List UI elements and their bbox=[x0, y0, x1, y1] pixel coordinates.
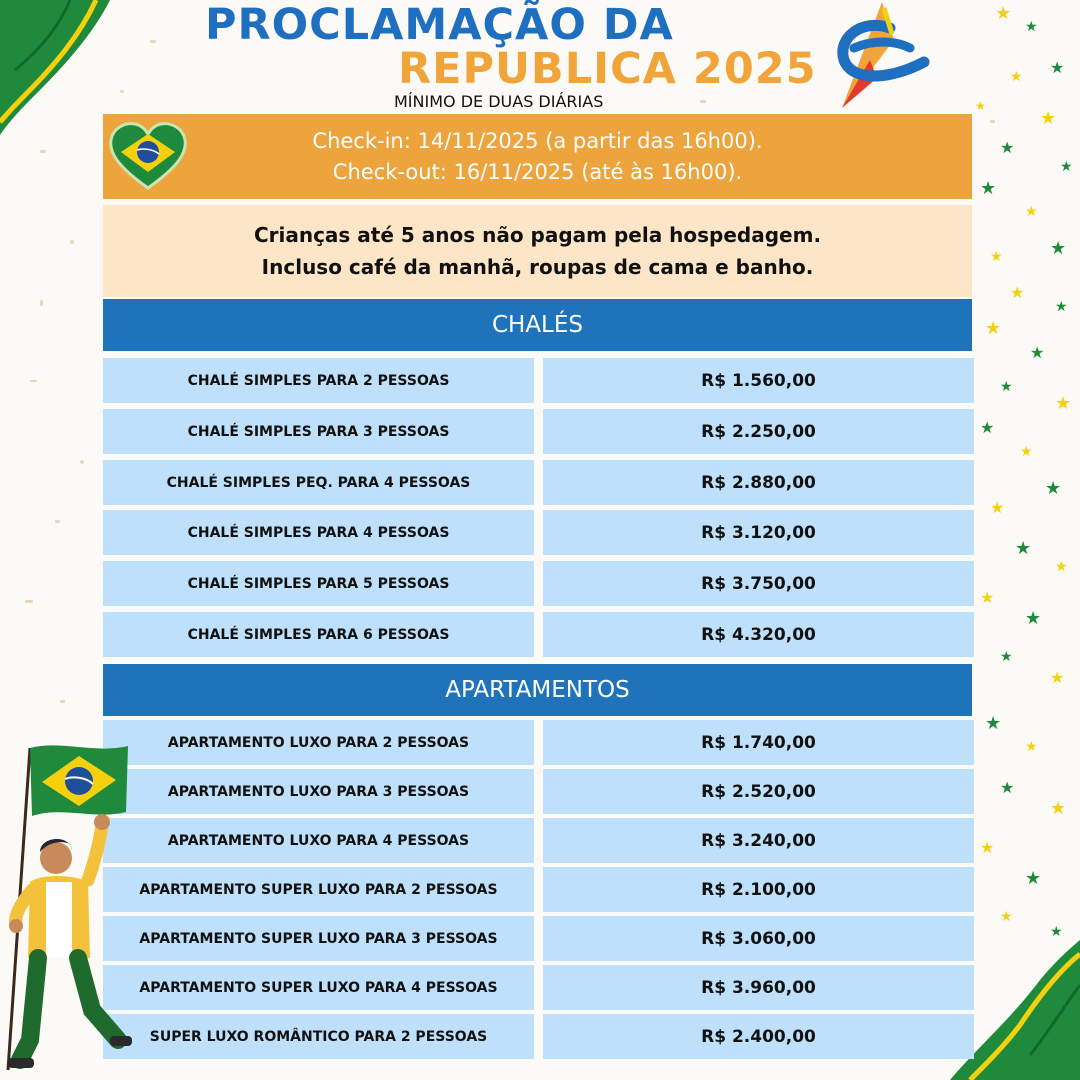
flag-ribbon-top-left bbox=[0, 0, 120, 140]
star-icon: ★ bbox=[1060, 159, 1073, 175]
section-header-chales: CHALÉS bbox=[103, 299, 972, 351]
star-icon: ★ bbox=[1025, 868, 1042, 889]
star-icon: ★ bbox=[985, 318, 1002, 339]
star-icon: ★ bbox=[990, 249, 1003, 265]
star-icon: ★ bbox=[1055, 559, 1068, 575]
brazil-flag-heart-icon bbox=[107, 120, 189, 192]
room-name: CHALÉ SIMPLES PARA 3 PESSOAS bbox=[103, 409, 534, 454]
checkin-banner bbox=[103, 114, 972, 199]
room-name: APARTAMENTO LUXO PARA 3 PESSOAS bbox=[103, 769, 534, 814]
flag-ribbon-bottom-right bbox=[930, 940, 1080, 1080]
star-icon: ★ bbox=[1025, 608, 1042, 629]
star-icon: ★ bbox=[1000, 778, 1015, 797]
table-row bbox=[103, 460, 974, 505]
star-icon: ★ bbox=[1015, 538, 1032, 559]
page-title-line-2: REPUBLICA 2025 bbox=[398, 44, 817, 94]
room-name: CHALÉ SIMPLES PEQ. PARA 4 PESSOAS bbox=[103, 460, 534, 505]
star-icon: ★ bbox=[1050, 238, 1067, 259]
table-row bbox=[103, 1014, 974, 1059]
table-row bbox=[103, 561, 974, 606]
star-icon: ★ bbox=[980, 418, 995, 437]
room-name: CHALÉ SIMPLES PARA 5 PESSOAS bbox=[103, 561, 534, 606]
star-icon: ★ bbox=[980, 588, 995, 607]
room-price: R$ 3.750,00 bbox=[543, 561, 974, 606]
notes-included: Incluso café da manhã, roupas de cama e banho. bbox=[261, 255, 814, 279]
room-price: R$ 3.240,00 bbox=[543, 818, 974, 863]
table-row bbox=[103, 769, 974, 814]
room-price: R$ 1.740,00 bbox=[543, 720, 974, 765]
brand-logo-icon bbox=[832, 0, 932, 110]
star-icon: ★ bbox=[1030, 343, 1045, 362]
table-row bbox=[103, 867, 974, 912]
room-name: CHALÉ SIMPLES PARA 6 PESSOAS bbox=[103, 612, 534, 657]
table-row bbox=[103, 965, 974, 1010]
room-name: APARTAMENTO SUPER LUXO PARA 2 PESSOAS bbox=[103, 867, 534, 912]
table-row bbox=[103, 510, 974, 555]
star-icon: ★ bbox=[990, 498, 1005, 517]
star-icon: ★ bbox=[1020, 444, 1033, 460]
table-row bbox=[103, 720, 974, 765]
room-price: R$ 2.400,00 bbox=[543, 1014, 974, 1059]
star-icon: ★ bbox=[975, 99, 986, 113]
room-price: R$ 3.060,00 bbox=[543, 916, 974, 961]
table-row bbox=[103, 409, 974, 454]
star-icon: ★ bbox=[1010, 283, 1025, 302]
table-row bbox=[103, 818, 974, 863]
notes-children: Crianças até 5 anos não pagam pela hospedagem. bbox=[253, 223, 822, 247]
star-icon: ★ bbox=[1025, 739, 1038, 755]
room-name: APARTAMENTO LUXO PARA 2 PESSOAS bbox=[103, 720, 534, 765]
star-icon: ★ bbox=[985, 713, 1002, 734]
star-icon: ★ bbox=[980, 838, 995, 857]
star-icon: ★ bbox=[1000, 909, 1013, 925]
room-price: R$ 1.560,00 bbox=[543, 358, 974, 403]
person-with-flag-illustration bbox=[0, 740, 135, 1080]
notes-banner bbox=[103, 205, 972, 297]
star-icon: ★ bbox=[1055, 393, 1072, 414]
page-subtitle: MÍNIMO DE DUAS DIÁRIAS bbox=[394, 92, 604, 111]
room-price: R$ 4.320,00 bbox=[543, 612, 974, 657]
checkin-text: Check-in: 14/11/2025 (a partir das 16h00). bbox=[312, 129, 763, 153]
star-icon: ★ bbox=[980, 178, 997, 199]
room-name: CHALÉ SIMPLES PARA 4 PESSOAS bbox=[103, 510, 534, 555]
room-price: R$ 2.880,00 bbox=[543, 460, 974, 505]
room-price: R$ 2.100,00 bbox=[543, 867, 974, 912]
room-name: SUPER LUXO ROMÂNTICO PARA 2 PESSOAS bbox=[103, 1014, 534, 1059]
room-name: CHALÉ SIMPLES PARA 2 PESSOAS bbox=[103, 358, 534, 403]
star-icon: ★ bbox=[1050, 798, 1067, 819]
room-name: APARTAMENTO SUPER LUXO PARA 4 PESSOAS bbox=[103, 965, 534, 1010]
star-icon: ★ bbox=[1050, 924, 1063, 940]
brazil-flag-icon bbox=[30, 745, 128, 816]
star-icon: ★ bbox=[995, 3, 1012, 24]
star-icon: ★ bbox=[1000, 379, 1013, 395]
room-price: R$ 3.120,00 bbox=[543, 510, 974, 555]
star-icon: ★ bbox=[1045, 478, 1062, 499]
star-icon: ★ bbox=[1040, 108, 1057, 129]
table-row bbox=[103, 916, 974, 961]
checkout-text: Check-out: 16/11/2025 (até às 16h00). bbox=[332, 160, 743, 184]
star-icon: ★ bbox=[1025, 204, 1038, 220]
star-icon: ★ bbox=[1010, 69, 1023, 85]
room-price: R$ 3.960,00 bbox=[543, 965, 974, 1010]
star-icon: ★ bbox=[1050, 668, 1065, 687]
table-row bbox=[103, 358, 974, 403]
page-title-line-1: PROCLAMAÇÃO DA bbox=[205, 0, 674, 50]
room-price: R$ 2.250,00 bbox=[543, 409, 974, 454]
room-name: APARTAMENTO LUXO PARA 4 PESSOAS bbox=[103, 818, 534, 863]
star-icon: ★ bbox=[1025, 19, 1038, 35]
star-icon: ★ bbox=[1050, 58, 1065, 77]
room-price: R$ 2.520,00 bbox=[543, 769, 974, 814]
table-row bbox=[103, 612, 974, 657]
star-icon: ★ bbox=[1055, 299, 1068, 315]
star-icon: ★ bbox=[1000, 138, 1015, 157]
star-icon: ★ bbox=[1000, 649, 1013, 665]
room-name: APARTAMENTO SUPER LUXO PARA 3 PESSOAS bbox=[103, 916, 534, 961]
section-header-apartamentos: APARTAMENTOS bbox=[103, 664, 972, 716]
